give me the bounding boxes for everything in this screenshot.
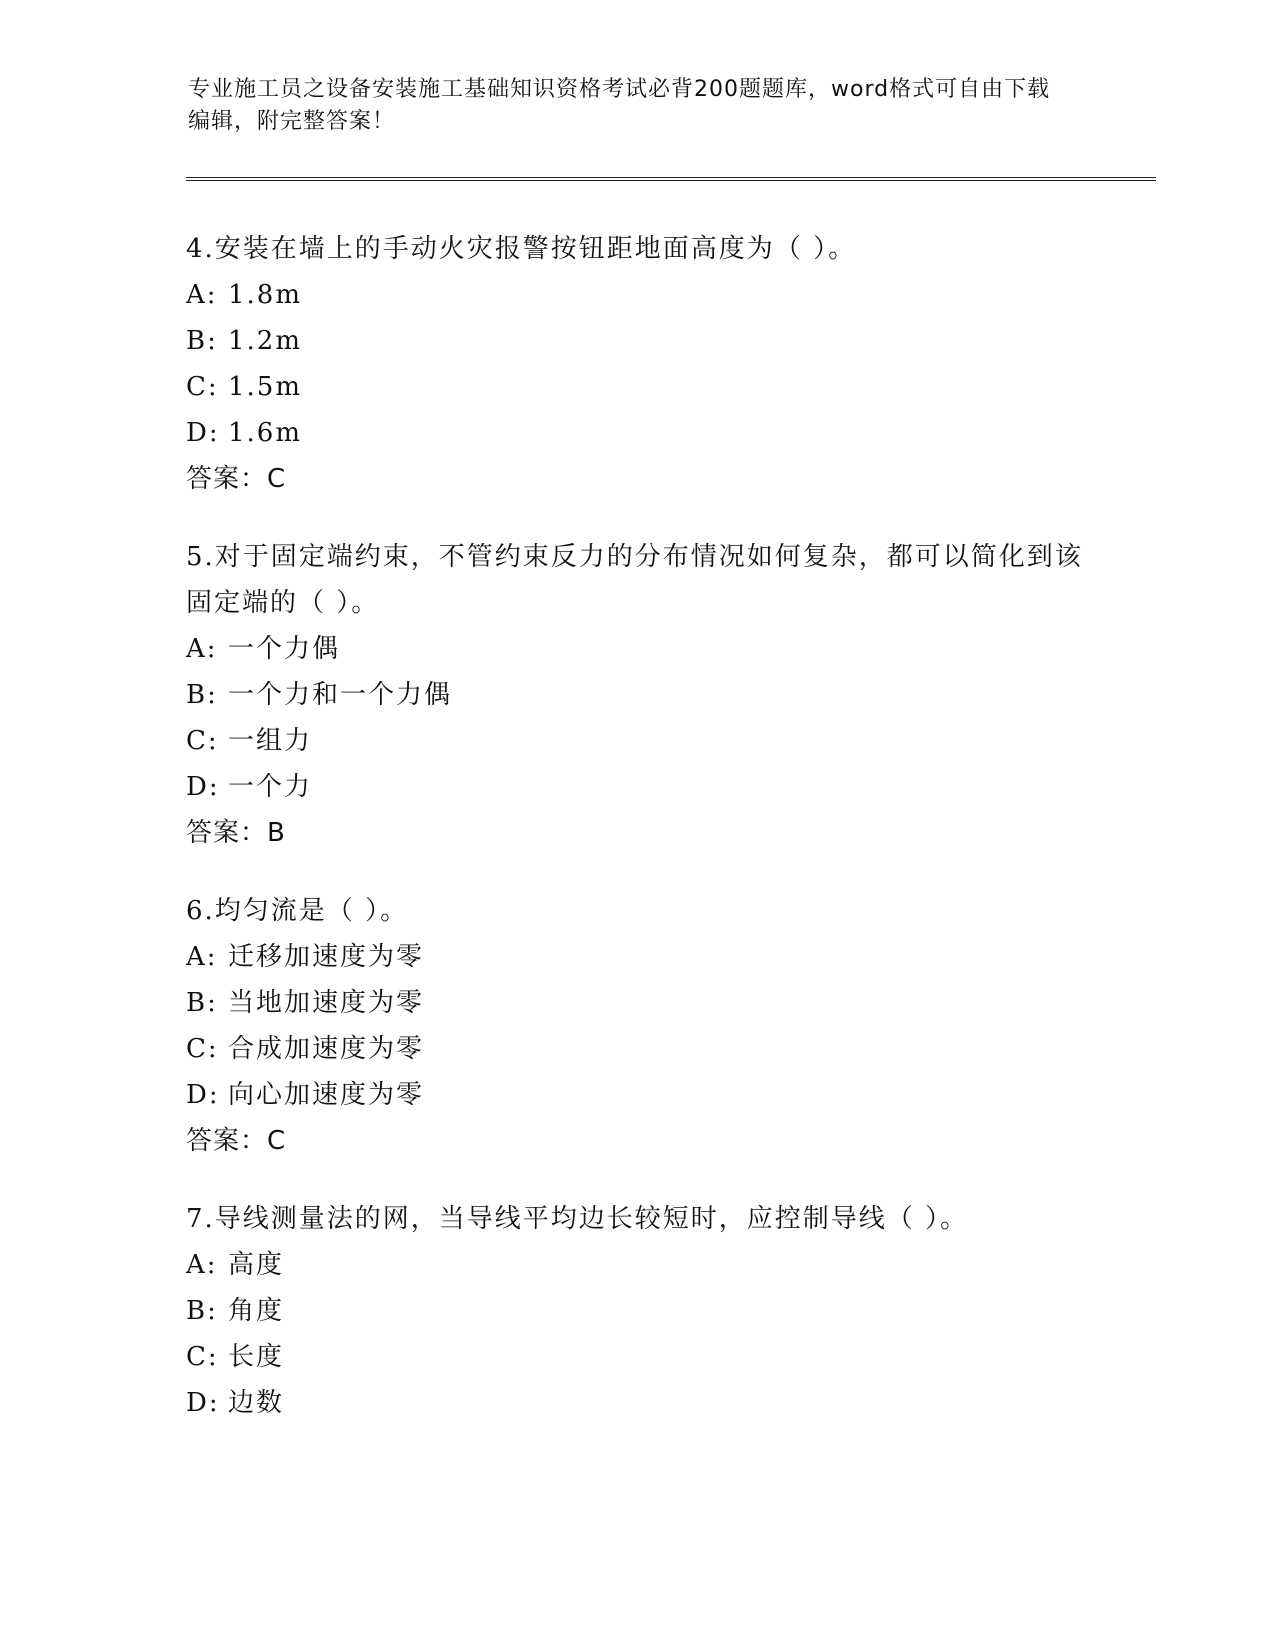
option-letter: C: <box>186 726 219 756</box>
option-letter: C: <box>186 372 219 402</box>
option-text: 边数 <box>228 1388 285 1418</box>
question-stem: 6.均匀流是（ ）。 <box>186 896 409 926</box>
option-d <box>186 1380 1086 1426</box>
option-letter: C: <box>186 1342 219 1372</box>
option-c <box>186 718 1086 764</box>
option-a <box>186 1242 1086 1288</box>
option-text: 迁移加速度为零 <box>228 942 425 972</box>
option-text: 1.5m <box>228 372 303 402</box>
option-letter: C: <box>186 1034 219 1064</box>
answer-line: 答案：B <box>186 818 286 848</box>
option-text: 合成加速度为零 <box>228 1034 425 1064</box>
option-a <box>186 272 1086 318</box>
option-letter: D: <box>186 418 220 448</box>
question-stem: 5.对于固定端约束，不管约束反力的分布情况如何复杂，都可以简化到该固定端的（ ）。 <box>186 542 1083 618</box>
option-text: 一个力和一个力偶 <box>228 680 453 710</box>
option-text: 1.6m <box>228 418 303 448</box>
option-text: 长度 <box>228 1342 285 1372</box>
option-text: 角度 <box>228 1296 285 1326</box>
option-text: 1.2m <box>228 326 303 356</box>
option-text: 向心加速度为零 <box>228 1080 425 1110</box>
option-text: 高度 <box>228 1250 285 1280</box>
option-text: 一个力偶 <box>228 634 341 664</box>
option-letter: B: <box>186 680 218 710</box>
question-item <box>186 888 1086 1164</box>
question-stem: 7.导线测量法的网，当导线平均边长较短时，应控制导线（ ）。 <box>186 1204 969 1234</box>
option-letter: A: <box>186 634 218 664</box>
option-b <box>186 318 1086 364</box>
option-d <box>186 410 1086 456</box>
option-text: 当地加速度为零 <box>228 988 425 1018</box>
question-stem: 4.安装在墙上的手动火灾报警按钮距地面高度为（ ）。 <box>186 234 857 264</box>
option-c <box>186 1334 1086 1380</box>
answer-line: 答案：C <box>186 1126 287 1156</box>
answer-line: 答案：C <box>186 464 287 494</box>
option-a <box>186 934 1086 980</box>
option-a <box>186 626 1086 672</box>
option-letter: B: <box>186 988 218 1018</box>
option-text: 一个力 <box>228 772 313 802</box>
question-item <box>186 534 1086 856</box>
option-letter: B: <box>186 1296 218 1326</box>
option-b <box>186 1288 1086 1334</box>
document-header: 专业施工员之设备安装施工基础知识资格考试必背200题题库，word格式可自由下载编辑，附完整答案！ <box>188 77 1051 134</box>
question-item <box>186 1196 1086 1426</box>
option-c <box>186 364 1086 410</box>
option-c <box>186 1026 1086 1072</box>
option-text: 一组力 <box>228 726 313 756</box>
option-letter: A: <box>186 942 218 972</box>
question-list <box>186 226 1086 1458</box>
option-b <box>186 672 1086 718</box>
option-d <box>186 1072 1086 1118</box>
option-letter: B: <box>186 326 218 356</box>
option-letter: D: <box>186 1388 220 1418</box>
question-item <box>186 226 1086 502</box>
option-d <box>186 764 1086 810</box>
option-letter: A: <box>186 280 218 310</box>
option-letter: A: <box>186 1250 218 1280</box>
option-letter: D: <box>186 1080 220 1110</box>
header-divider <box>186 177 1156 181</box>
option-b <box>186 980 1086 1026</box>
option-letter: D: <box>186 772 220 802</box>
option-text: 1.8m <box>228 280 303 310</box>
